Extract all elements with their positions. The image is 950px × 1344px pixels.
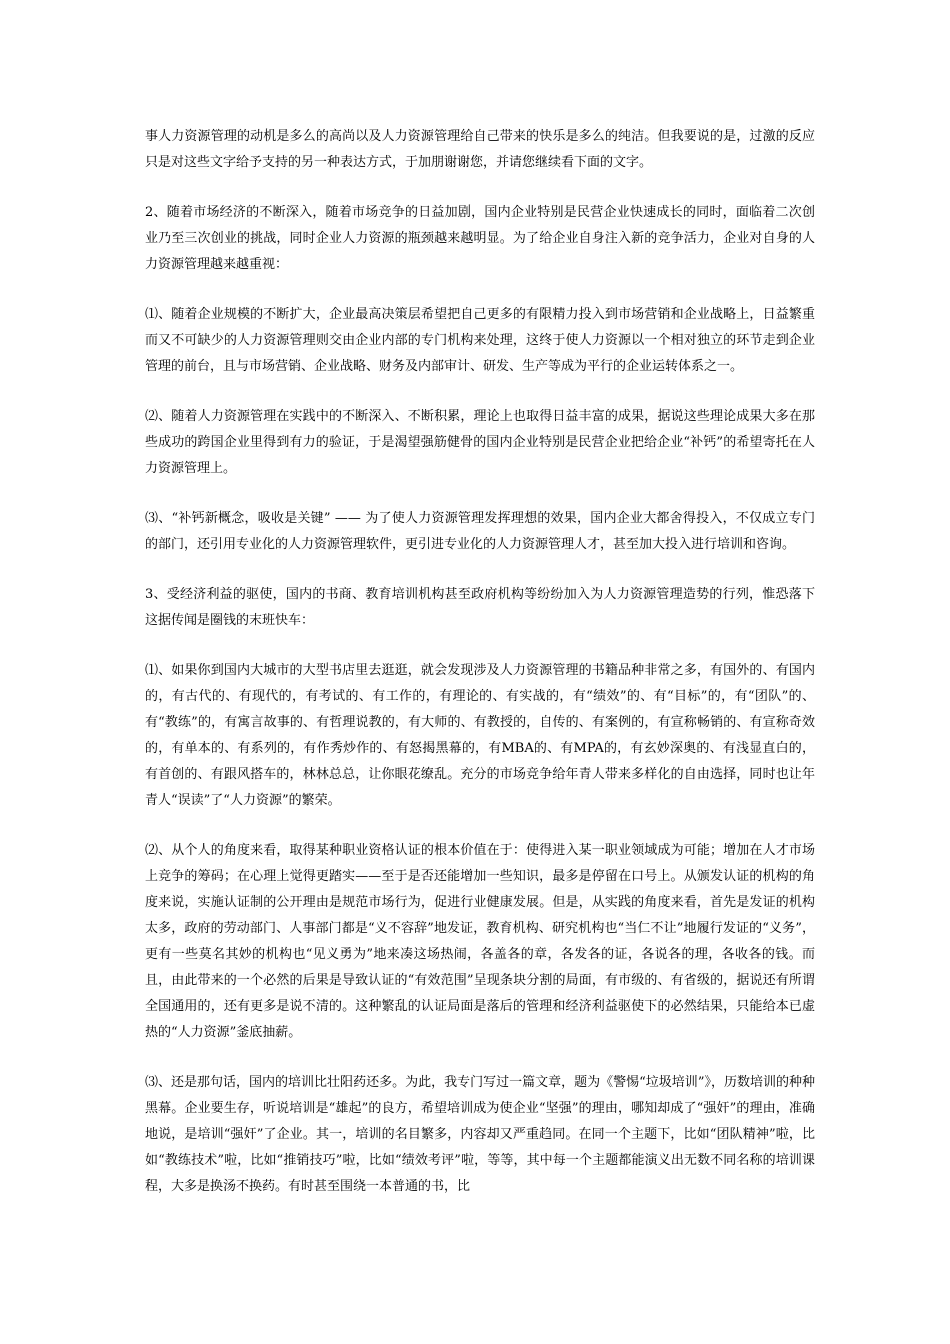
paragraph-section-2: 2、随着市场经济的不断深入，随着市场竞争的日益加剧，国内企业特别是民营企业快速成长的同时，面临着二次创业乃至三次创业的挑战，同时企业人力资源的瓶颈越来越明显。为了给企业自身注入新的竞争活力，企业对自身的人力资源管理越来越重视： (145, 205, 815, 272)
paragraph-intro-continuation: 事人力资源管理的动机是多么的高尚以及人力资源管理给自己带来的快乐是多么的纯洁。但我要说的是，过激的反应只是对这些文字给予支持的另一种表达方式，于加朋谢谢您，并请您继续看下面的文字。 (145, 129, 815, 170)
paragraph-3-3: ⑶、还是那句话，国内的培训比壮阳药还多。为此，我专门写过一篇文章，题为《警惕“垃圾培训”》，历数培训的种种黑幕。企业要生存，听说培训是“雄起”的良方，希望培训成为使企业“坚强”的理由，哪知却成了“强奸”的理由，准确地说，是培训“强奸”了企业。其一，培训的名目繁多，内容却又严重趋同。在同一个主题下，比如“团队精神”啦，比如“教练技术”啦，比如“推销技巧”啦，比如“绩效考评”啦，等等，其中每一个主题都能演义出无数不同名称的培训课程，大多是换汤不换药。有时甚至围绕一本普通的书，比 (145, 1075, 815, 1194)
document-page (145, 124, 815, 1224)
paragraph-section-3: 3、受经济利益的驱使，国内的书商、教育培训机构甚至政府机构等纷纷加入为人力资源管理造势的行列，惟恐落下这据传闻是圈钱的末班快车： (145, 587, 815, 628)
paragraph-2-3: ⑶、“补钙新概念，吸收是关键” —— 为了使人力资源管理发挥理想的效果，国内企业大都舍得投入，不仅成立专门的部门，还引用专业化的人力资源管理软件，更引进专业化的人力资源管理人才，甚至加大投入进行培训和咨询。 (145, 511, 815, 552)
paragraph-2-1: ⑴、随着企业规模的不断扩大，企业最高决策层希望把自己更多的有限精力投入到市场营销和企业战略上，日益繁重而又不可缺少的人力资源管理则交由企业内部的专门机构来处理，这终于使人力资源以一个相对独立的环节走到企业管理的前台，且与市场营销、企业战略、财务及内部审计、研发、生产等成为平行的企业运转体系之一。 (145, 307, 815, 374)
paragraph-3-2: ⑵、从个人的角度来看，取得某种职业资格认证的根本价值在于：使得进入某一职业领域成为可能；增加在人才市场上竞争的筹码；在心理上觉得更踏实——至于是否还能增加一些知识，最多是停留在口号上。从颁发认证的机构的角度来说，实施认证制的公开理由是规范市场行为，促进行业健康发展。但是，从实践的角度来看，首先是发证的机构太多，政府的劳动部门、人事部门都是“义不容辞”地发证，教育机构、研究机构也“当仁不让”地履行发证的“义务”，更有一些莫名其妙的机构也“见义勇为”地来凑这场热闹，各盖各的章，各发各的证，各说各的理，各收各的钱。而且，由此带来的一个必然的后果是导致认证的“有效范围”呈现条块分割的局面，有市级的、有省级的，据说还有所谓全国通用的，还有更多是说不清的。这种繁乱的认证局面是落后的管理和经济利益驱使下的必然结果，只能给本已虚热的“人力资源”釜底抽薪。 (145, 843, 815, 1040)
paragraph-2-2: ⑵、随着人力资源管理在实践中的不断深入、不断积累，理论上也取得日益丰富的成果，据说这些理论成果大多在那些成功的跨国企业里得到有力的验证，于是渴望强筋健骨的国内企业特别是民营企业把给企业“补钙”的希望寄托在人力资源管理上。 (145, 409, 815, 476)
paragraph-3-1: ⑴、如果你到国内大城市的大型书店里去逛逛，就会发现涉及人力资源管理的书籍品种非常之多，有国外的、有国内的，有古代的、有现代的，有考试的、有工作的，有理论的、有实战的，有“绩效”的、有“目标”的，有“团队”的、有“教练”的，有寓言故事的、有哲理说教的，有大师的、有教授的，自传的、有案例的，有宣称畅销的、有宣称奇效的，有单本的、有系列的，有作秀炒作的、有怒揭黑幕的，有MBA的、有MPA的，有玄妙深奥的、有浅显直白的，有首创的、有跟风搭车的，林林总总，让你眼花缭乱。充分的市场竞争给年青人带来多样化的自由选择，同时也让年青人“误读”了“人力资源”的繁荣。 (145, 663, 815, 808)
